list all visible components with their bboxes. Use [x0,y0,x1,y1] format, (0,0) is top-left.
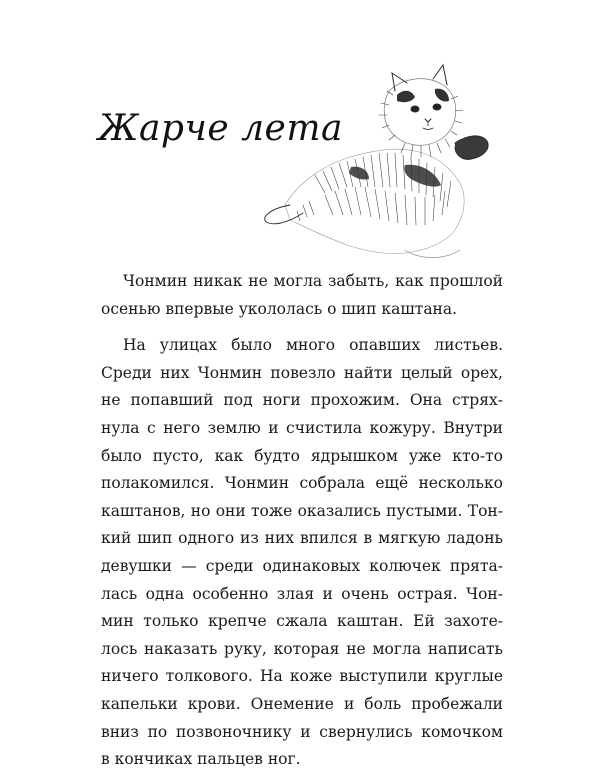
text-line: было пусто, как будто ядрышком уже кто-то [101,446,503,465]
text-line: нула с него землю и счистила кожуру. Внутри [101,418,503,437]
text-line: мин только крепче сжала каштан. Ей захоте- [101,612,503,631]
text-line: капельки крови. Онемение и боль пробежали [101,694,503,713]
text-line: девушки — среди одинаковых колючек прята- [101,556,503,575]
text-line: полакомился. Чонмин собрала ещё несколько [101,474,503,493]
text-line: кий шип одного из них впился в мягкую ладонь [101,529,503,548]
text-line: каштанов, но они тоже оказались пустыми. Тон- [101,501,503,520]
text-line: в кончиках пальцев ног. [101,750,301,769]
chapter-title: Жарче лета [98,108,343,149]
text-line: лось наказать руку, которая не могла написать [101,639,503,658]
text-line: лась одна особенно злая и очень острая. Чон- [101,584,503,603]
text-line: осенью впервые укололась о шип каштана. [101,299,458,318]
text-line: ничего толкового. На коже выступили круглые [101,667,503,686]
cat-illustration-icon [255,55,500,265]
text-line: Среди них Чонмин повезло найти целый орех, [101,363,503,382]
paragraph-gap [101,323,503,332]
text-line: не попавший под ноги прохожим. Она стрях- [101,391,503,410]
text-line: На улицах было много опавших листьев. [123,336,503,355]
text-line: вниз по позвоночнику и свернулись комочком [101,722,503,741]
body-text [101,268,503,774]
text-line: Чонмин никак не могла забыть, как прошлой [123,272,503,290]
